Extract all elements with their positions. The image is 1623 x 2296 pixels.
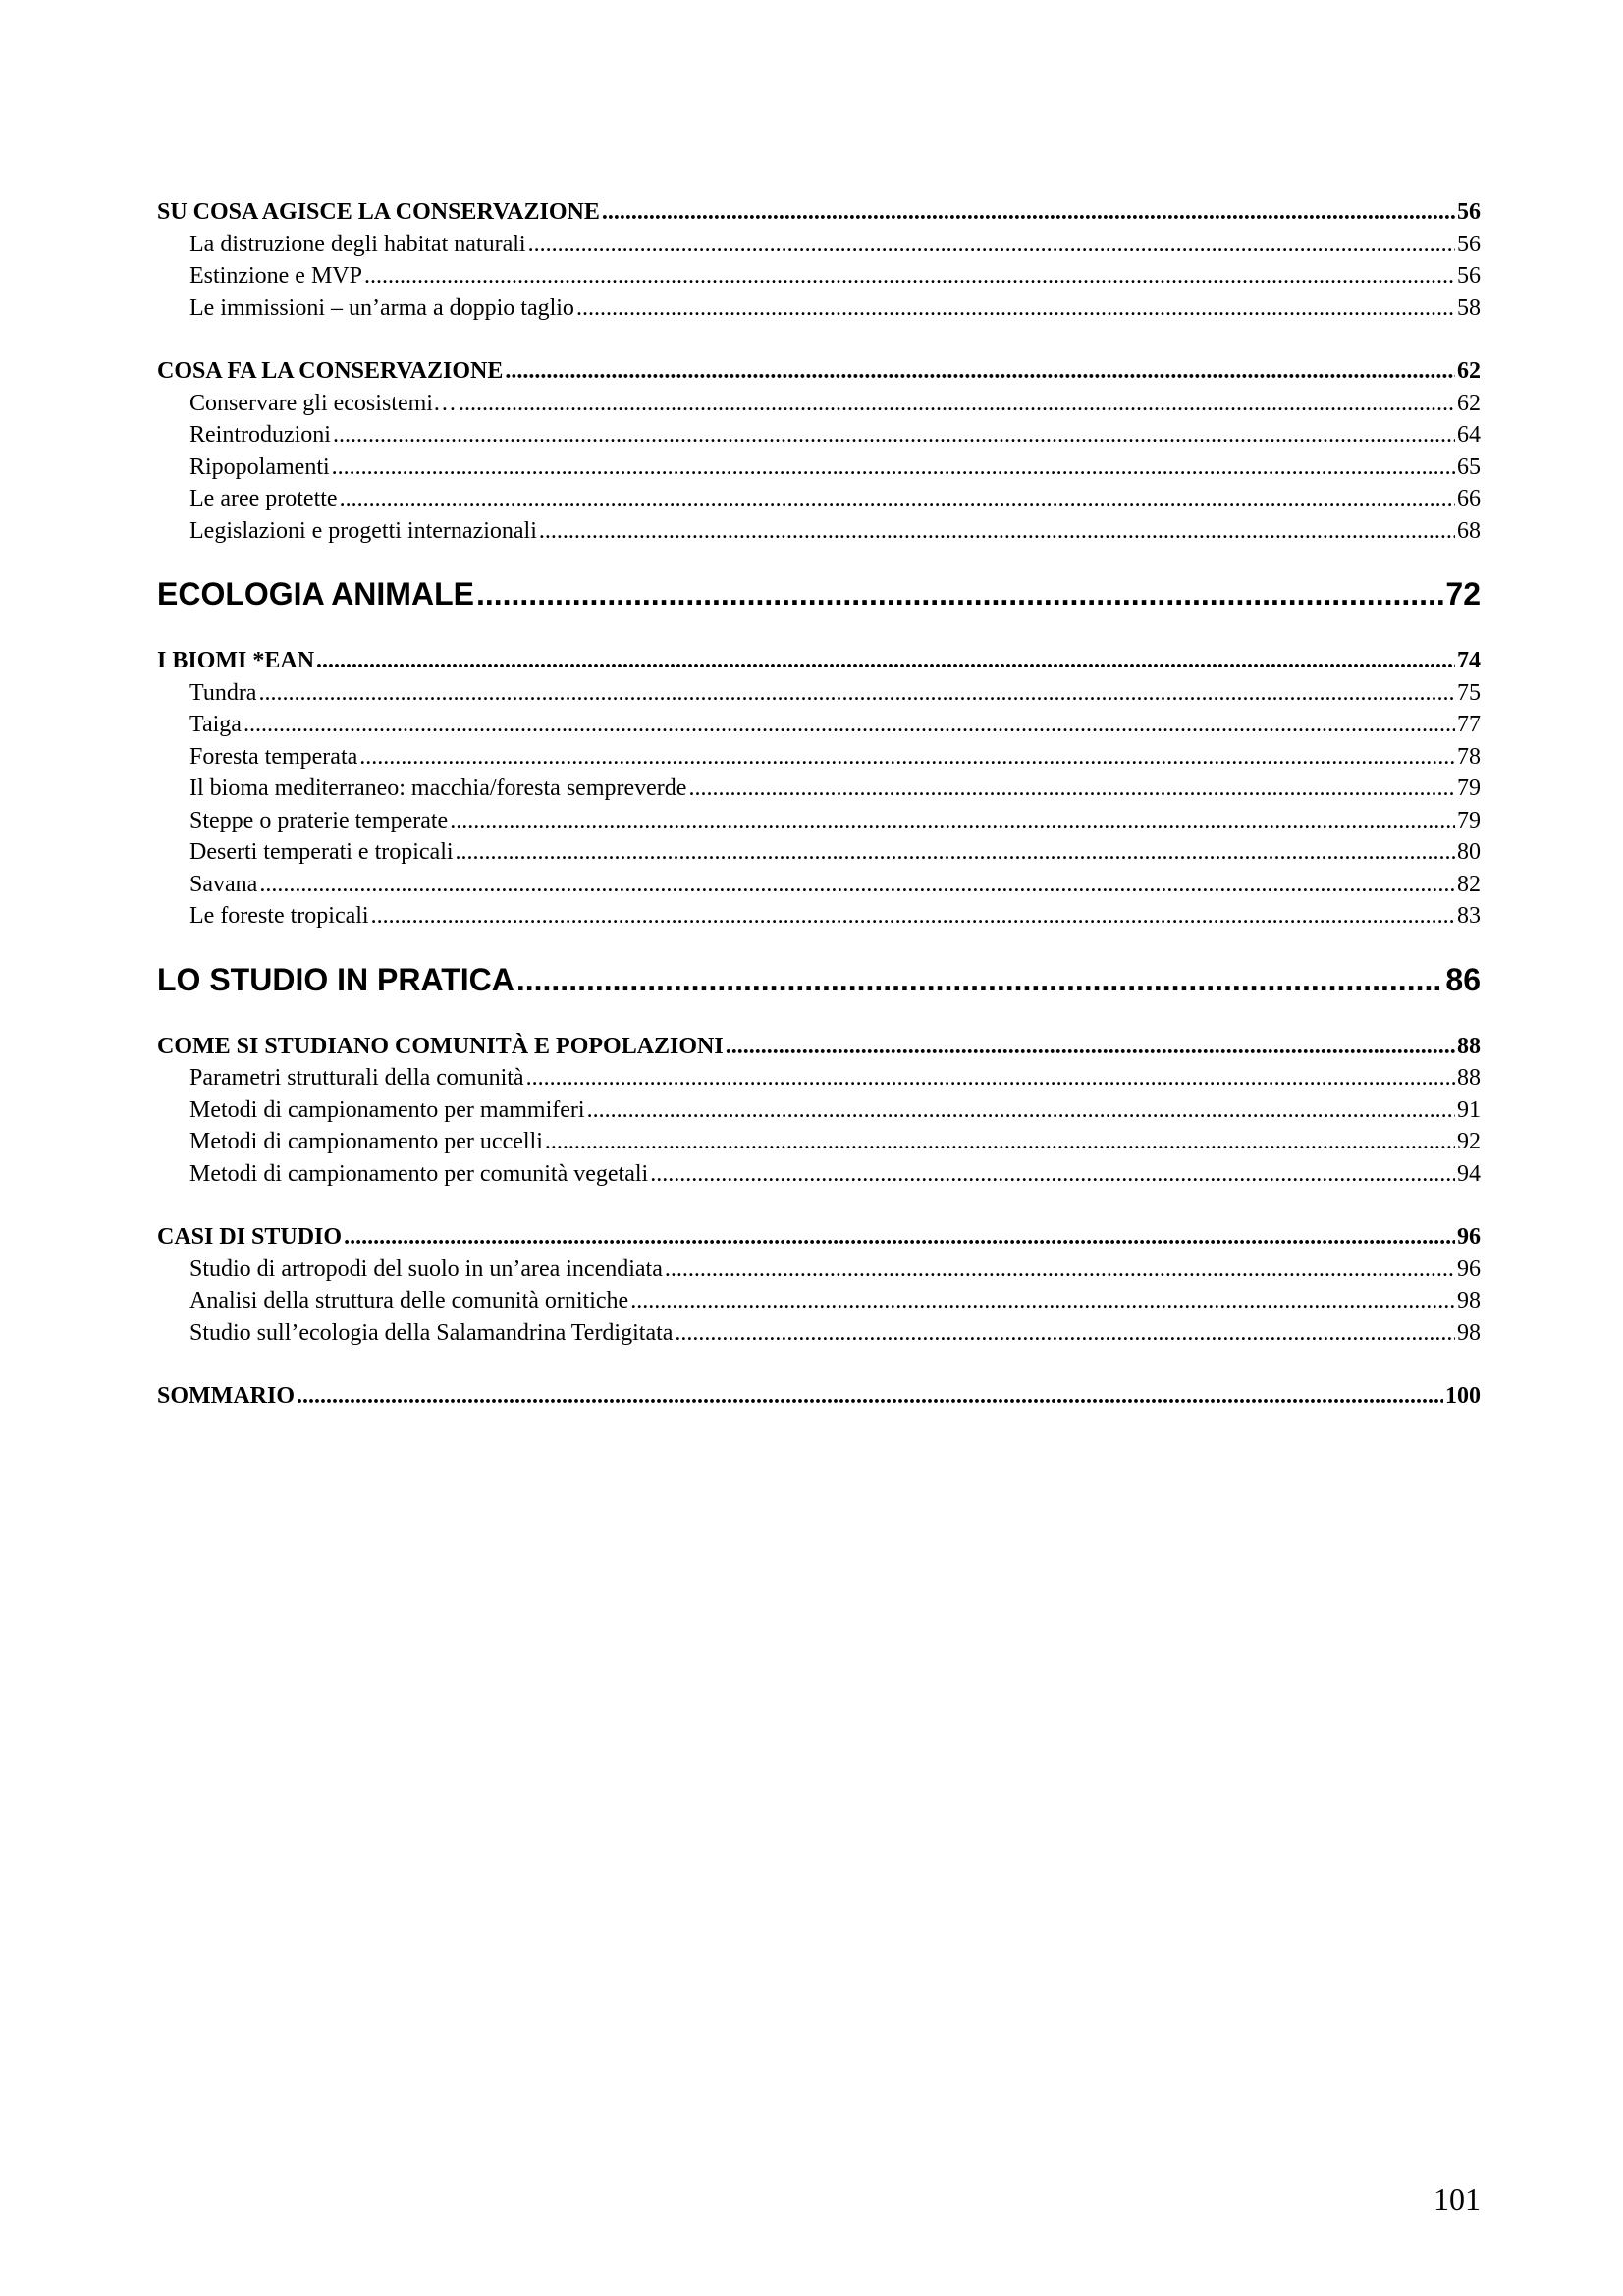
toc-entry-title: SOMMARIO: [157, 1383, 295, 1409]
dot-leader: [332, 452, 1455, 484]
toc-entry-page: 98: [1457, 1319, 1481, 1346]
toc-entry-title: Il bioma mediterraneo: macchia/foresta sempreverde: [189, 775, 687, 801]
toc-subsection-entry[interactable]: [157, 1254, 1481, 1286]
toc-subsection-entry[interactable]: [157, 805, 1481, 837]
toc-section-entry[interactable]: [157, 1031, 1481, 1063]
toc-entry-title: Tundra: [189, 679, 257, 706]
toc-entry-title: Estinzione e MVP: [189, 263, 362, 289]
toc-entry-page: 62: [1457, 390, 1481, 416]
dot-leader: [539, 515, 1455, 548]
toc-chapter-entry[interactable]: [157, 960, 1481, 999]
toc-section-entry[interactable]: [157, 196, 1481, 229]
toc-entry-title: CASI DI STUDIO: [157, 1224, 343, 1250]
dot-leader: [371, 900, 1455, 933]
toc-entry-title: Studio di artropodi del suolo in un’area incendiata: [189, 1255, 663, 1282]
toc-entry-title: Conservare gli ecosistemi…: [189, 390, 457, 416]
toc-entry-title: SU COSA AGISCE LA CONSERVAZIONE: [157, 199, 600, 225]
toc-entry-title: Metodi di campionamento per mammiferi: [189, 1096, 585, 1123]
toc-section-entry[interactable]: [157, 1221, 1481, 1254]
dot-leader: [364, 260, 1455, 293]
dot-leader: [650, 1158, 1455, 1191]
toc-entry-page: 56: [1457, 231, 1481, 257]
toc-subsection-entry[interactable]: [157, 1317, 1481, 1350]
page-number: 101: [1434, 2181, 1481, 2216]
toc-subsection-entry[interactable]: [157, 1126, 1481, 1158]
toc-entry-page: 98: [1457, 1288, 1481, 1313]
toc-entry-page: 78: [1457, 743, 1481, 770]
toc-entry-page: 88: [1457, 1065, 1481, 1091]
dot-leader: [259, 869, 1455, 901]
dot-leader: [316, 645, 1455, 677]
toc-entry-title: Deserti temperati e tropicali: [189, 839, 454, 865]
toc-entry-page: 100: [1445, 1383, 1481, 1409]
toc-subsection-entry[interactable]: [157, 677, 1481, 710]
toc-entry-page: 65: [1457, 454, 1481, 480]
toc-entry-title: Foresta temperata: [189, 743, 358, 770]
toc-entry-page: 96: [1457, 1224, 1481, 1250]
toc-entry-title: Parametri strutturali della comunità: [189, 1065, 524, 1091]
toc-entry-title: COME SI STUDIANO COMUNITÀ E POPOLAZIONI: [157, 1033, 724, 1059]
toc-section-entry[interactable]: [157, 1380, 1481, 1413]
toc-subsection-entry[interactable]: [157, 293, 1481, 325]
toc-entry-page: 75: [1457, 679, 1481, 706]
dot-leader: [333, 419, 1455, 452]
toc-entry-page: 72: [1445, 576, 1481, 612]
dot-leader: [359, 741, 1455, 774]
toc-entry-page: 79: [1457, 807, 1481, 833]
toc-subsection-entry[interactable]: [157, 709, 1481, 741]
toc-subsection-entry[interactable]: [157, 836, 1481, 869]
dot-leader: [665, 1254, 1455, 1286]
toc-entry-title: I BIOMI *EAN: [157, 648, 315, 673]
toc-entry-title: La distruzione degli habitat naturali: [189, 231, 526, 257]
dot-leader: [630, 1285, 1455, 1317]
toc-subsection-entry[interactable]: [157, 229, 1481, 261]
toc-entry-title: COSA FA LA CONSERVAZIONE: [157, 358, 504, 384]
toc-entry-title: Studio sull’ecologia della Salamandrina Terdigitata: [189, 1319, 674, 1346]
toc-entry-page: 88: [1457, 1033, 1481, 1059]
toc-entry-page: 56: [1457, 199, 1481, 225]
toc-entry-page: 80: [1457, 839, 1481, 865]
toc-entry-page: 79: [1457, 775, 1481, 801]
dot-leader: [675, 1317, 1455, 1350]
dot-leader: [450, 805, 1455, 837]
toc-entry-page: 96: [1457, 1255, 1481, 1282]
toc-subsection-entry[interactable]: [157, 741, 1481, 774]
toc-entry-title: Le foreste tropicali: [189, 903, 369, 929]
dot-leader: [258, 677, 1455, 710]
toc-entry-title: Le immissioni – un’arma a doppio taglio: [189, 294, 574, 321]
toc-entry-title: Reintroduzioni: [189, 422, 331, 448]
toc-entry-page: 77: [1457, 712, 1481, 737]
toc-subsection-entry[interactable]: [157, 515, 1481, 548]
toc-subsection-entry[interactable]: [157, 1062, 1481, 1095]
toc-entry-title: Metodi di campionamento per uccelli: [189, 1129, 543, 1154]
dot-leader: [516, 960, 1444, 999]
toc-entry-page: 82: [1457, 871, 1481, 897]
toc-entry-page: 62: [1457, 358, 1481, 384]
toc-entry-title: Le aree protette: [189, 486, 338, 511]
toc-entry-title: LO STUDIO IN PRATICA: [157, 961, 514, 997]
dot-leader: [297, 1380, 1443, 1413]
toc-entry-page: 56: [1457, 263, 1481, 289]
toc-subsection-entry[interactable]: [157, 1285, 1481, 1317]
dot-leader: [576, 293, 1455, 325]
toc-subsection-entry[interactable]: [157, 260, 1481, 293]
toc-section-entry[interactable]: [157, 355, 1481, 388]
toc-entry-title: Taiga: [189, 712, 242, 737]
toc-subsection-entry[interactable]: [157, 1095, 1481, 1127]
toc-entry-page: 68: [1457, 517, 1481, 544]
toc-entry-title: Metodi di campionamento per comunità vegetali: [189, 1160, 649, 1187]
dot-leader: [476, 574, 1443, 614]
toc-entry-title: Legislazioni e progetti internazionali: [189, 517, 537, 544]
dot-leader: [526, 1062, 1455, 1095]
toc-entry-page: 94: [1457, 1160, 1481, 1187]
dot-leader: [459, 388, 1455, 420]
toc-entry-title: ECOLOGIA ANIMALE: [157, 576, 474, 612]
toc-entry-page: 64: [1457, 422, 1481, 448]
toc-entry-title: Analisi della struttura delle comunità ornitiche: [189, 1288, 629, 1313]
dot-leader: [340, 483, 1455, 515]
dot-leader: [545, 1126, 1455, 1158]
dot-leader: [505, 355, 1455, 388]
toc-subsection-entry[interactable]: [157, 419, 1481, 452]
dot-leader: [587, 1095, 1455, 1127]
toc-section-entry[interactable]: [157, 645, 1481, 677]
toc-entry-title: Steppe o praterie temperate: [189, 807, 449, 833]
table-of-contents: [157, 196, 1481, 1413]
toc-entry-page: 92: [1457, 1129, 1481, 1154]
toc-entry-page: 86: [1445, 961, 1481, 997]
dot-leader: [688, 773, 1455, 805]
toc-subsection-entry[interactable]: [157, 869, 1481, 901]
toc-entry-page: 83: [1457, 903, 1481, 929]
toc-subsection-entry[interactable]: [157, 1158, 1481, 1191]
dot-leader: [726, 1031, 1455, 1063]
toc-chapter-entry[interactable]: [157, 574, 1481, 614]
toc-entry-page: 58: [1457, 294, 1481, 321]
toc-entry-page: 91: [1457, 1096, 1481, 1123]
toc-entry-title: Ripopolamenti: [189, 454, 330, 480]
dot-leader: [344, 1221, 1455, 1254]
dot-leader: [456, 836, 1455, 869]
toc-subsection-entry[interactable]: [157, 900, 1481, 933]
dot-leader: [602, 196, 1455, 229]
dot-leader: [528, 229, 1455, 261]
toc-subsection-entry[interactable]: [157, 452, 1481, 484]
toc-entry-page: 74: [1457, 648, 1481, 673]
toc-subsection-entry[interactable]: [157, 773, 1481, 805]
toc-entry-title: Savana: [189, 871, 258, 897]
toc-subsection-entry[interactable]: [157, 388, 1481, 420]
toc-entry-page: 66: [1457, 486, 1481, 511]
dot-leader: [243, 709, 1455, 741]
toc-subsection-entry[interactable]: [157, 483, 1481, 515]
